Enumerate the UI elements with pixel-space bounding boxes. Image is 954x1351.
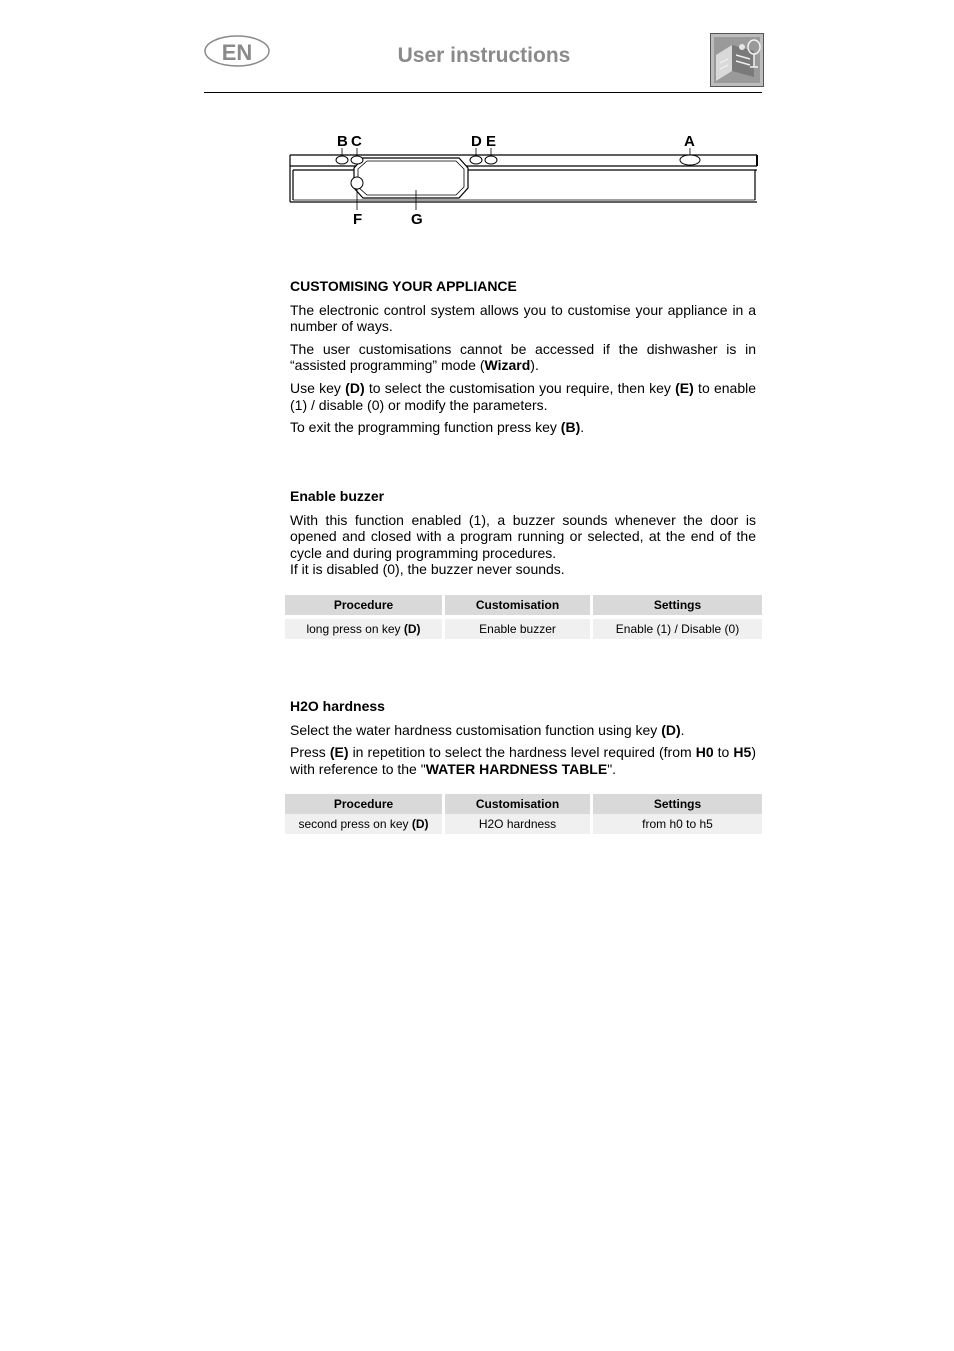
- table-header-row: [285, 595, 762, 615]
- column-procedure: Procedure: [285, 595, 442, 615]
- text-span: .: [580, 419, 585, 436]
- key-b-ref: (B): [560, 419, 581, 436]
- cell-procedure: [285, 619, 442, 639]
- water-hardness-table-ref: WATER HARDNESS TABLE: [425, 760, 608, 777]
- label-f: F: [353, 211, 363, 228]
- buzzer-disabled-note: If it is disabled (0), the buzzer never sounds.: [290, 561, 565, 578]
- hardness-heading: H2O hardness: [290, 698, 385, 714]
- cell-procedure: [285, 814, 442, 834]
- text-span: ).: [530, 357, 539, 374]
- column-settings: Settings: [593, 595, 762, 615]
- key-d-ref: (D): [345, 379, 365, 396]
- key-d-ref: (D): [411, 817, 429, 831]
- text-span: The user customisations cannot be accessed if the dishwasher is in “assisted programming” mode (: [290, 340, 756, 374]
- text-span: Press: [290, 744, 330, 761]
- buzzer-table: [282, 595, 765, 639]
- text-span: ) with reference to the ": [290, 744, 756, 777]
- customising-key-usage: [290, 380, 756, 413]
- dishwasher-logo-icon: [710, 33, 764, 87]
- text-span: to enable (1) / disable (0) or modify the parameters.: [290, 379, 757, 413]
- level-h5: H5: [733, 744, 752, 761]
- text-span: long press on key: [306, 622, 404, 636]
- customising-heading: CUSTOMISING YOUR APPLIANCE: [290, 278, 517, 294]
- key-e-ref: (E): [329, 744, 349, 761]
- language-code: EN: [221, 40, 253, 65]
- key-d-ref: (D): [403, 622, 421, 636]
- text-span: .: [680, 721, 685, 738]
- label-d: D: [471, 133, 482, 150]
- cell-settings: Enable (1) / Disable (0): [593, 619, 762, 639]
- table-row: [285, 814, 762, 834]
- hardness-level-note: [290, 744, 756, 777]
- text-span: to: [713, 744, 734, 761]
- hardness-select-note: [290, 722, 756, 739]
- header-divider: [204, 92, 762, 93]
- cell-customisation: H2O hardness: [445, 814, 590, 834]
- key-d-ref: (D): [661, 721, 681, 738]
- buzzer-section: [290, 488, 756, 584]
- key-e-ref: (E): [675, 379, 694, 396]
- customising-section: [290, 278, 756, 442]
- table-row: [285, 619, 762, 639]
- cell-customisation: Enable buzzer: [445, 619, 590, 639]
- label-a: A: [684, 133, 695, 150]
- hardness-section: [290, 698, 756, 783]
- customising-intro: The electronic control system allows you to customise your appliance in a number of ways.: [290, 301, 756, 335]
- column-procedure: Procedure: [285, 794, 442, 814]
- column-customisation: Customisation: [445, 794, 590, 814]
- table-header-row: [285, 794, 762, 814]
- document-title: User instructions: [397, 44, 571, 67]
- buzzer-heading: Enable buzzer: [290, 488, 385, 504]
- hardness-table: [282, 794, 765, 834]
- column-customisation: Customisation: [445, 595, 590, 615]
- customising-wizard-note: [290, 341, 756, 374]
- label-g: G: [411, 211, 423, 228]
- text-span: Use key: [290, 379, 346, 396]
- label-e: E: [486, 133, 497, 150]
- text-span: second press on key: [298, 817, 412, 831]
- control-panel-diagram: [287, 128, 762, 233]
- column-settings: Settings: [593, 794, 762, 814]
- level-h0: H0: [695, 744, 714, 761]
- buzzer-description: With this function enabled (1), a buzzer sounds whenever the door is opened and closed with a program running or selected, at the end of the cycle and during programming procedures.: [290, 511, 756, 561]
- text-span: Select the water hardness customisation function using key: [290, 721, 662, 738]
- customising-exit-note: [290, 419, 756, 436]
- text-span: to select the customisation you require, then key: [364, 379, 676, 396]
- text-span: ".: [607, 760, 617, 777]
- label-b: B: [337, 133, 348, 150]
- text-span: in repetition to select the hardness level required (from: [348, 744, 696, 761]
- text-span: To exit the programming function press key: [290, 419, 561, 436]
- label-c: C: [351, 133, 362, 150]
- page-header: [204, 30, 764, 94]
- cell-settings: from h0 to h5: [593, 814, 762, 834]
- wizard-term: Wizard: [484, 357, 531, 374]
